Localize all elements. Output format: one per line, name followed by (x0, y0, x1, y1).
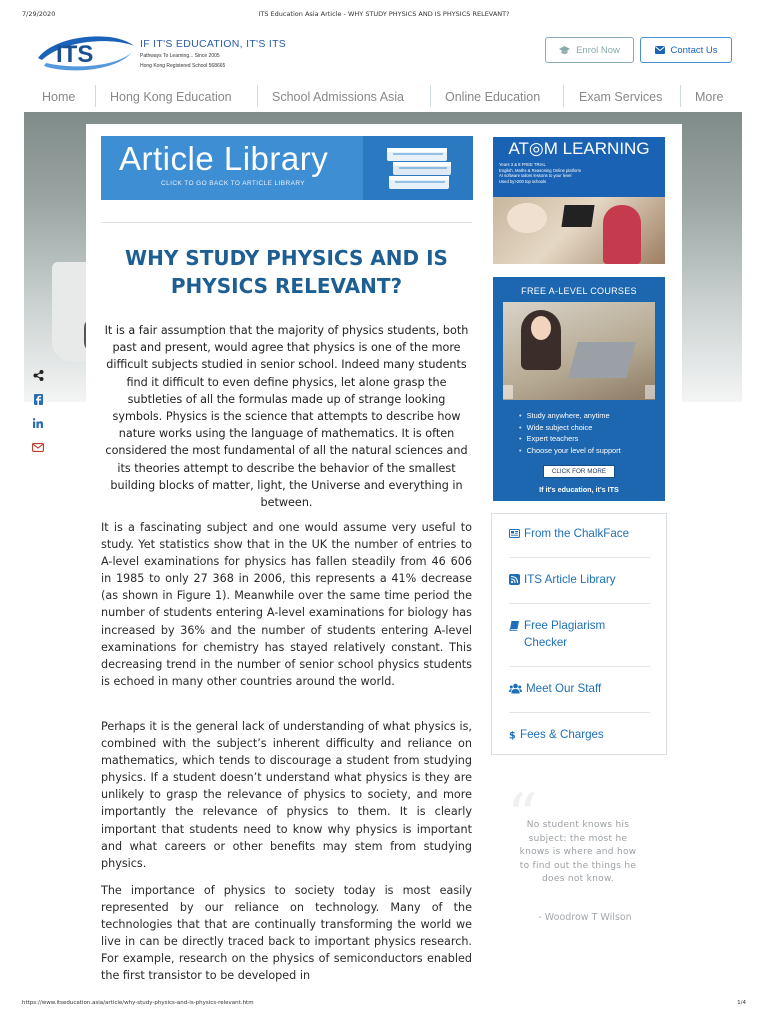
tagline: IF IT'S EDUCATION, IT'S ITS (140, 38, 287, 50)
article-intro: It is a fair assumption that the majority of physics students, both past and present, would agree that physics is one of the more difficult subjects studied in senior school. Indeed many students find it difficult to even define physics, let alone grasp the subtleties of all the formulas made up of strange looking symbols. Physics is the science that attempts to describe how nature works using the language of mathematics. It is often considered the most fundamental of all the natural sciences and its theories attempt to describe the behavior of the smallest building blocks of matter, light, the Universe and everything in between. (104, 324, 469, 510)
banner-subtitle: CLICK TO GO BACK TO ARTICLE LIBRARY (161, 180, 306, 187)
nav-exam-services[interactable]: Exam Services (579, 90, 663, 104)
dollar-icon (509, 729, 516, 740)
feature-item: • Wide subject choice (519, 422, 621, 434)
link-label: Fees & Charges (520, 728, 604, 741)
article-paragraph: The importance of physics to society today is most easily represented by our reliance on technology. Many of the technologies that that are continually transforming the world we live in can be directly traced back to important physics research. For example, research on the physics of semiconductors enabled the first transistor to be developed in (101, 884, 472, 983)
feature-item: • Choose your level of support (519, 445, 621, 457)
link-label: ITS Article Library (524, 573, 616, 586)
print-date: 7/29/2020 (22, 10, 56, 18)
sidebar-links (491, 513, 667, 755)
link-fees-and-charges[interactable] (509, 726, 650, 743)
link-divider (509, 712, 650, 713)
email-share-icon[interactable] (24, 440, 52, 454)
link-divider (509, 557, 650, 558)
nav-more[interactable]: More (695, 90, 724, 104)
title-divider (101, 222, 472, 223)
a-level-courses-ad[interactable] (493, 277, 665, 501)
quote-author: - Woodrow T Wilson (538, 912, 632, 923)
users-icon (509, 683, 522, 694)
facebook-icon[interactable] (24, 392, 52, 406)
nav-divider (563, 85, 564, 107)
its-logo[interactable] (36, 32, 136, 72)
atom-line: English, Maths & Reasoning Online platform (499, 167, 582, 173)
tagline-block (140, 38, 286, 70)
print-header (22, 10, 746, 22)
sidebar-quote: No student knows his subject: the most he knows is where and how to find out the things he does not know. (519, 820, 637, 885)
nav-hong-kong-education[interactable]: Hong Kong Education (110, 90, 232, 104)
article-title: WHY STUDY PHYSICS AND IS PHYSICS RELEVANT? (125, 246, 448, 298)
nav-home[interactable]: Home (42, 90, 76, 104)
carousel-prev-icon[interactable] (503, 385, 513, 399)
link-label: From the ChalkFace (524, 527, 630, 540)
enrol-now-label: Enrol Now (576, 44, 620, 56)
atom-learning-photo (493, 197, 665, 264)
book-icon (509, 620, 520, 631)
link-from-the-chalkface[interactable] (509, 525, 650, 542)
share-icon[interactable] (24, 368, 52, 382)
link-divider (509, 666, 650, 667)
books-icon (381, 142, 461, 194)
link-its-article-library[interactable] (509, 571, 650, 588)
graduation-cap-icon (559, 46, 570, 55)
article-library-banner[interactable] (101, 136, 473, 200)
nav-online-education[interactable]: Online Education (445, 90, 541, 104)
svg-text:$: $ (509, 730, 516, 740)
photo-laptop (561, 205, 594, 227)
tagline-sub-2: Hong Kong Registered School 568665 (140, 63, 226, 69)
enrol-now-button[interactable] (545, 37, 634, 63)
nav-divider (95, 85, 96, 107)
link-meet-our-staff[interactable] (509, 680, 650, 697)
site-header (0, 28, 768, 82)
envelope-icon (655, 46, 665, 54)
photo-children (507, 203, 547, 233)
click-for-more-button[interactable]: CLICK FOR MORE (543, 465, 615, 478)
feature-item: • Expert teachers (519, 433, 621, 445)
quote-mark-icon: “ (507, 781, 538, 851)
print-title: ITS Education Asia Article - WHY STUDY PHYSICS AND IS PHYSICS RELEVANT? (258, 10, 510, 18)
print-footer (22, 1000, 746, 1010)
atom-line: Years 3 & 8 FREE TRIAL (499, 162, 546, 167)
print-page-number: 1/4 (737, 1000, 746, 1006)
logo-text: ITS (56, 41, 94, 68)
article-paragraph: It is a fascinating subject and one would assume very useful to study. Yet statistics show that in the UK the number of entries to A-level examinations for physics has fallen steadily from 46 606 in 1985 to only 27 368 in 2006, this represents a 41% decrease (as shown in Figure 1). Meanwhile over the same time period the number of students entering A-level examinations for biology has increased by 36% and the number of students entering A-level examinations for chemistry has stayed relatively constant. This decreasing trend in the number of senior school physics students is echoed in many other countries around the world. (101, 521, 472, 688)
nav-divider (680, 85, 681, 107)
atom-line: AI software tailors lessons to your level (499, 173, 572, 178)
link-divider (509, 603, 650, 604)
nav-divider (430, 85, 431, 107)
contact-us-label: Contact Us (670, 44, 718, 56)
print-url: https://www.itseducation.asia/article/why-study-physics-and-is-physics-relevant.htm (22, 1000, 254, 1006)
a-level-title: FREE A-LEVEL COURSES (521, 286, 637, 296)
link-label: Free Plagiarism Checker (524, 619, 606, 649)
banner-title: Article Library (119, 140, 329, 177)
link-label: Meet Our Staff (526, 682, 602, 695)
linkedin-icon[interactable] (24, 416, 52, 430)
photo-girl (603, 205, 641, 264)
a-level-photo (503, 302, 655, 400)
a-level-features (519, 410, 621, 456)
a-level-footer: If it's education, it's ITS (539, 485, 619, 494)
feature-item: • Study anywhere, anytime (519, 410, 621, 422)
atom-learning-title: AT◎M LEARNING (508, 139, 650, 158)
main-nav (0, 82, 768, 110)
nav-school-admissions-asia[interactable]: School Admissions Asia (272, 90, 405, 104)
photo-laptop (568, 342, 636, 378)
article-paragraph: Perhaps it is the general lack of understanding of what physics is, combined with the subject’s inherent difficulty and reliance on mathematics, which tends to discourage a student from studying physics. If a student doesn’t understand what physics is they are unlikely to grasp the relevance of physics to society, and more importantly the relevance of physics to them. It is clearly important that students need to know why physics is important and what careers or other benefits may stem from studying physics. (101, 720, 472, 870)
link-free-plagiarism-checker[interactable] (509, 617, 650, 651)
tagline-sub-1: Pathways To Learning... Since 2005 (140, 53, 220, 59)
nav-divider (257, 85, 258, 107)
atom-learning-text (499, 162, 581, 184)
atom-learning-ad[interactable] (493, 137, 665, 264)
carousel-next-icon[interactable] (645, 385, 655, 399)
newspaper-icon (509, 528, 520, 539)
share-bar (24, 368, 52, 454)
contact-us-button[interactable] (640, 37, 732, 63)
photo-woman-face (531, 316, 551, 340)
atom-line: Used by>200 top schools (499, 178, 547, 184)
rss-icon (509, 574, 520, 585)
